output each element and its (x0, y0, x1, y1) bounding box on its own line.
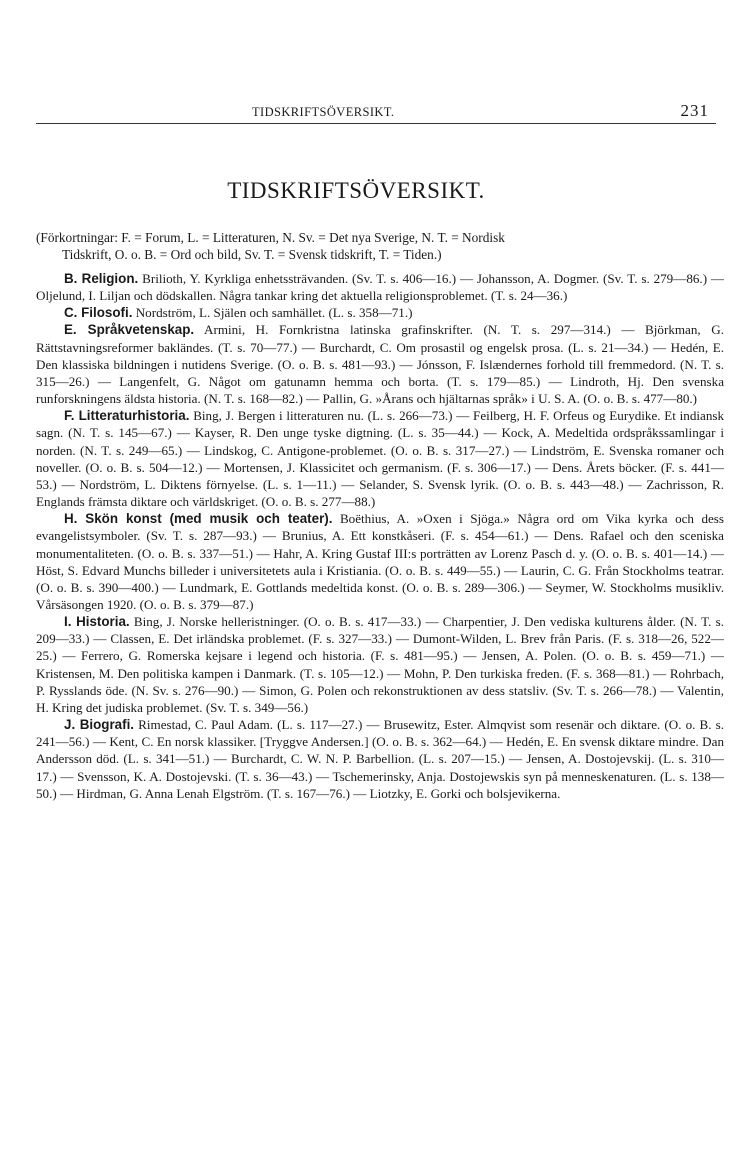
abbreviations-line-1: (Förkortningar: F. = Forum, L. = Litteraturen, N. Sv. = Det nya Sverige, N. T. = Nordisk (36, 230, 505, 245)
section-heading: E. Språkvetenskap. (64, 322, 195, 338)
section-historia (36, 613, 724, 716)
section-heading: F. Litteraturhistoria. (64, 408, 190, 424)
section-heading: B. Religion. (64, 271, 139, 286)
section-religion (36, 270, 724, 304)
bibliography-sections (36, 270, 724, 802)
section-heading: J. Biografi. (64, 717, 135, 733)
section-text: Brilioth, Y. Kyrkliga enhetssträvanden. (Sv. T. s. 406—16.) — Johansson, A. Dogmer. (Sv. T. s. 279—86.) — Oljelund, I. Liljan och dödskallen. Några tankar kring det aktuella religionsproblemet. (T. s. 24—36.) (36, 271, 724, 304)
section-text: Bing, J. Bergen i litteraturen nu. (L. s. 266—73.) — Feilberg, H. F. Orfeus og Eurydike. Et indiansk sagn. (N. T. s. 145—67.) — Kayser, R. Den unge tyske digtning. (L. s. 35—44.) — Kock, A. Medeltida ordspråkssamlingar i norden. (N. T. s. 249—65.) — Lindskog, C. Antigone-problemet. (O. o. B. s. 317—27.) — Lindström, E. Svenska romaner och noveller. (O. o. B. s. 504—12.) — Mortensen, J. Klassicitet och germanism. (F. s. 306—17.) — Dens. Årets böcker. (F. s. 441—53.) — Nordström, L. Diktens förnyelse. (L. s. 1—11.) — Selander, S. Svensk lyrik. (O. o. B. s. 443—48.) — Zachrisson, R. Englands främsta diktare och världskriget. (O. o. B. s. 277—88.) (36, 408, 725, 510)
page-number: 231 (680, 101, 709, 120)
section-sprakvetenskap (36, 321, 724, 407)
abbreviations-note (36, 229, 724, 263)
section-litteraturhistoria (36, 407, 724, 510)
section-biografi (36, 716, 724, 802)
section-skon-konst (36, 510, 724, 613)
section-text: Nordström, L. Själen och samhället. (L. s. 358—71.) (135, 305, 413, 321)
section-text: Rimestad, C. Paul Adam. (L. s. 117—27.) — Brusewitz, Ester. Almqvist som resenär och diktare. (O. o. B. s. 241—56.) — Kent, C. En norsk klassiker. [Tryggve Andersen.] (O. o. B. s. 362—64.) — Hedén, E. En svensk diktare mindre. Dan Andersson död. (L. s. 341—51.) — Burchardt, C. W. N. P. Barbellion. (L. s. 207—15.) — Jensen, A. Dostojevskij. (L. s. 310—17.) — Svensson, K. A. Dostojevski. (T. s. 36—43.) — Tschemerinsky, Anja. Dostojewskis syn på menneskenaturen. (L. s. 138—50.) — Hirdman, G. Anna Lenah Elgström. (T. s. 167—76.) — Liotzky, E. Gorki och bolsjevikerna. (36, 717, 724, 801)
page-title: TIDSKRIFTSÖVERSIKT. (227, 178, 485, 203)
section-heading: H. Skön konst (med musik och teater). (64, 511, 333, 527)
section-text: Bing, J. Norske helleristninger. (O. o. B. s. 417—33.) — Charpentier, J. Den vediska kulturens ålder. (N. T. s. 209—33.) — Classen, E. Det irländska problemet. (F. s. 327—33.) — Dumont-Wilden, L. Brev från Paris. (F. s. 318—26, 522—25.) — Ferrero, G. Romerska kejsare i legend och historia. (F. s. 481—95.) — Jensen, A. Polen. (O. o. B. s. 459—71.) — Kristensen, M. Den politiska kampen i Danmark. (T. s. 105—12.) — Mohn, P. Den turkiska freden. (F. s. 368—81.) — Rohrbach, P. Rysslands öde. (N. Sv. s. 276—90.) — Simon, G. Polen och rekonstruktionen av dess statsliv. (Sv. T. s. 266—78.) — Valentin, H. Kring det judiska problemet. (Sv. T. s. 349—56.) (36, 614, 724, 715)
running-title: TIDSKRIFTSÖVERSIKT. (252, 105, 395, 119)
running-header (36, 103, 716, 124)
section-heading: C. Filosofi. (64, 305, 133, 321)
section-filosofi (36, 304, 724, 321)
abbreviations-line-2: Tidskrift, O. o. B. = Ord och bild, Sv. T. = Svensk tidskrift, T. = Tiden.) (62, 247, 442, 262)
section-text: Boëthius, A. »Oxen i Sjöga.» Några ord om Vika kyrka och dess evangelistsymboler. (Sv. T. s. 287—93.) — Brunius, A. Ett konstkåseri. (F. s. 454—61.) — Dens. Rafael och den sceniska monumentaliteten. (O. o. B. s. 337—51.) — Hahr, A. Kring Gustaf III:s porträtten av Lorenz Pasch d. y. (O. o. B. s. 401—14.) — Höst, S. Edvard Munchs billeder i universitetets aula i Kristiania. (O. o. B. s. 449—55.) — Laurin, C. G. Från Stockholms teatrar. (O. o. B. s. 390—400.) — Lundmark, E. Gottlands medeltida konst. (O. o. B. s. 289—306.) — Seymer, W. Stockholms musikliv. Vårsäsongen 1920. (O. o. B. s. 379—87.) (36, 511, 724, 612)
section-text: Armini, H. Fornkristna latinska grafinskrifter. (N. T. s. 297—314.) — Björkman, G. Rättstavningsreformer bakländes. (T. s. 70—77.) — Burchardt, C. Om prosastil og engelsk prosa. (L. s. 21—34.) — Hedén, E. Den klassiska bildningen i nutidens Sverige. (O. o. B. s. 481—93.) — Jónsson, F. Islændernes forhold till fremmedord. (N. T. s. 315—26.) — Langenfelt, G. Något om gatunamn hemma och borta. (T. s. 179—85.) — Lindroth, Hj. Den svenska runforskningens äldsta historia. (N. T. s. 168—82.) — Pallin, G. »Årans och hjältarnas språk» i U. S. A. (O. o. B. s. 477—80.) (36, 322, 724, 407)
section-heading: I. Historia. (64, 614, 130, 630)
